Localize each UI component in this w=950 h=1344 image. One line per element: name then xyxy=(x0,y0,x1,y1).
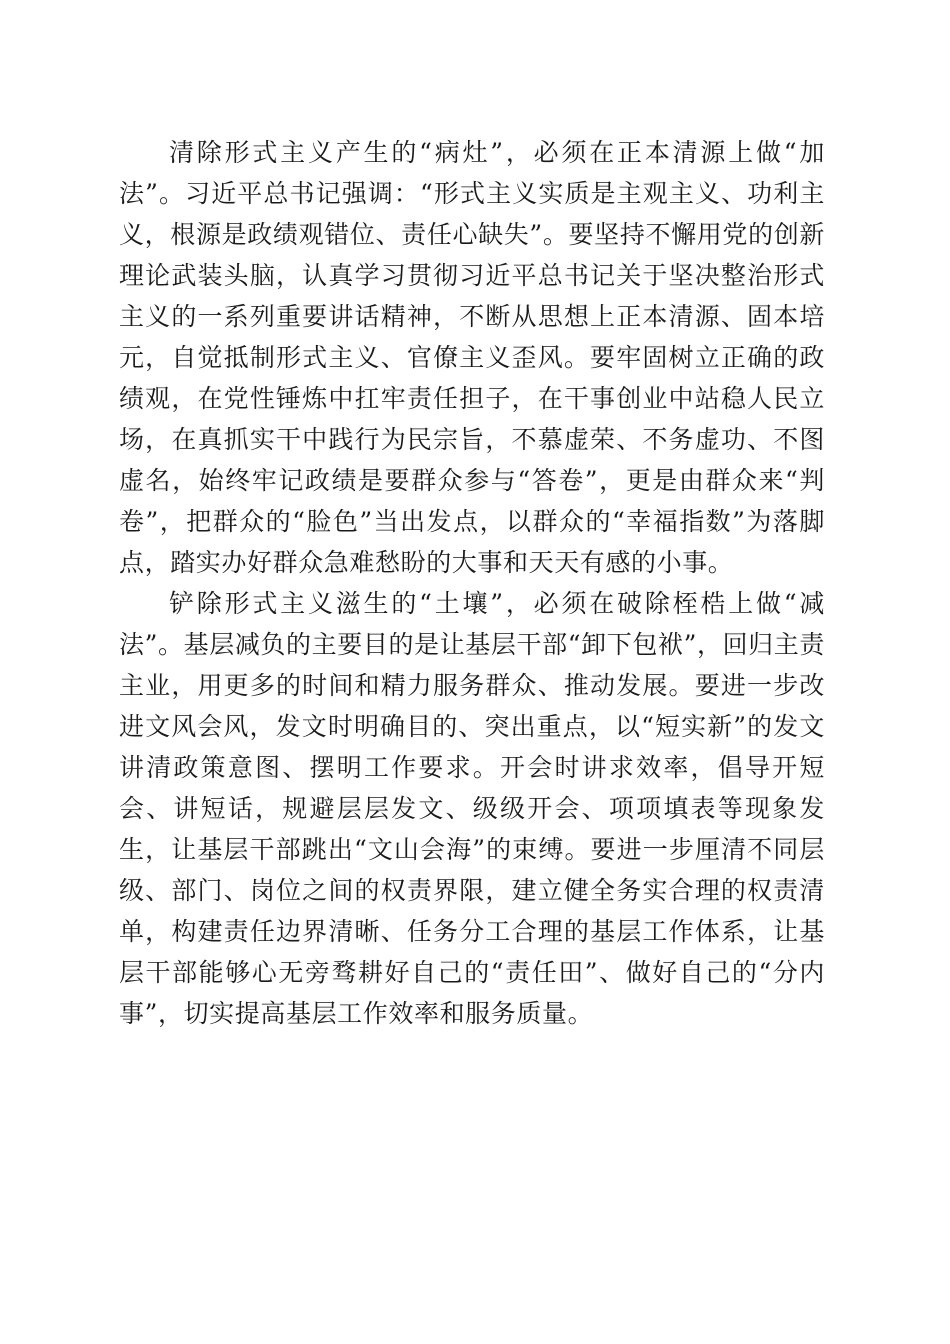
paragraph-2: 铲除形式主义滋生的“土壤”，必须在破除桎梏上做“减法”。基层减负的主要目的是让基层干部“卸下包袱”，回归主责主业，用更多的时间和精力服务群众、推动发展。要进一步改进文风会风，发文时明确目的、突出重点，以“短实新”的发文讲清政策意图、摆明工作要求。开会时讲求效率，倡导开短会、讲短话，规避层层发文、级级开会、项项填表等现象发生，让基层干部跳出“文山会海”的束缚。要进一步厘清不同层级、部门、岗位之间的权责界限，建立健全务实合理的权责清单，构建责任边界清晰、任务分工合理的基层工作体系，让基层干部能够心无旁骛耕好自己的“责任田”、做好自己的“分内事”，切实提高基层工作效率和服务质量。 xyxy=(119,589,825,1028)
document-body xyxy=(119,132,825,1034)
paragraph-1: 清除形式主义产生的“病灶”，必须在正本清源上做“加法”。习近平总书记强调：“形式主义实质是主观主义、功利主义，根源是政绩观错位、责任心缺失”。要坚持不懈用党的创新理论武装头脑，认真学习贯彻习近平总书记关于坚决整治形式主义的一系列重要讲话精神，不断从思想上正本清源、固本培元，自觉抵制形式主义、官僚主义歪风。要牢固树立正确的政绩观，在党性锤炼中扛牢责任担子，在干事创业中站稳人民立场，在真抓实干中践行为民宗旨，不慕虚荣、不务虚功、不图虚名，始终牢记政绩是要群众参与“答卷”，更是由群众来“判卷”，把群众的“脸色”当出发点，以群众的“幸福指数”为落脚点，踏实办好群众急难愁盼的大事和天天有感的小事。 xyxy=(119,138,825,577)
